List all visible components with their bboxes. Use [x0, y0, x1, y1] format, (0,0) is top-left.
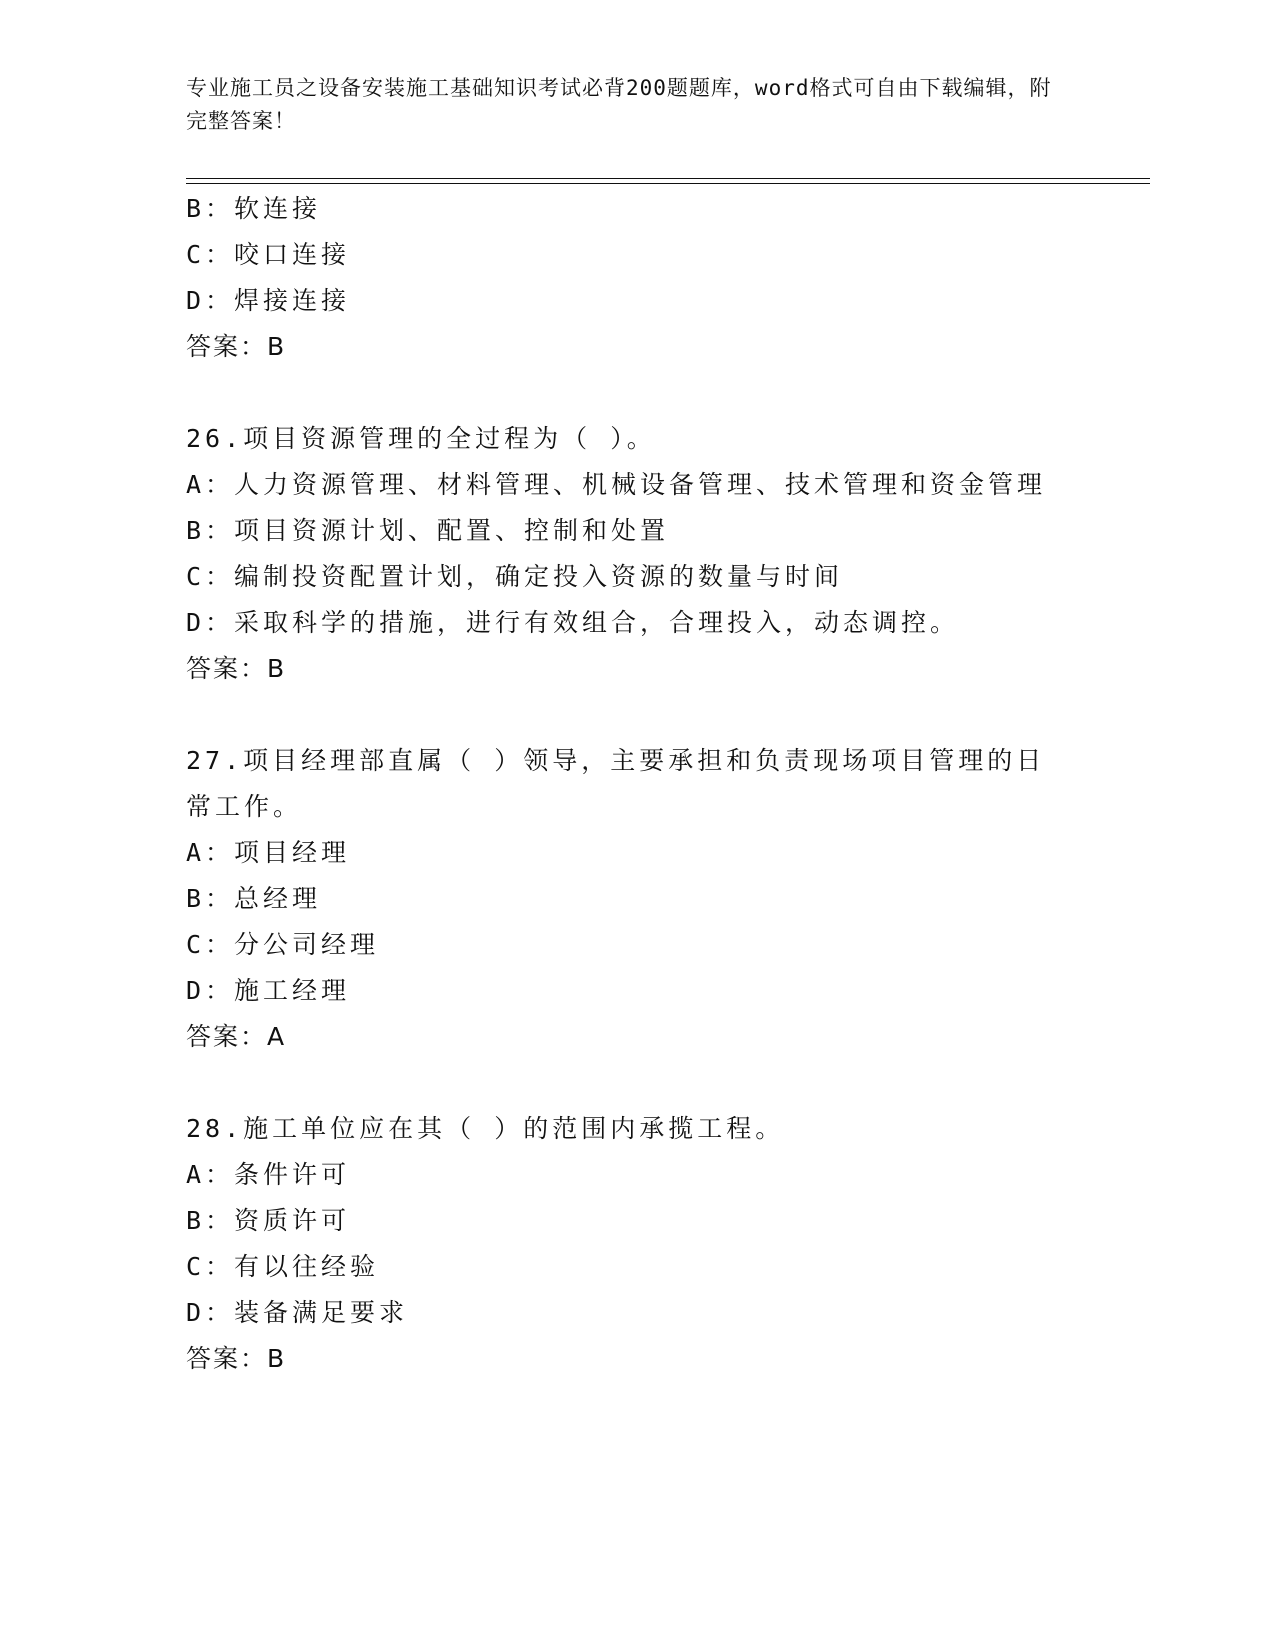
option-a: A：项目经理	[186, 838, 351, 867]
option-c: C：有以往经验	[186, 1252, 380, 1281]
question-stem: 26.项目资源管理的全过程为（ ）。	[186, 424, 656, 453]
option-d: D：焊接连接	[186, 286, 351, 315]
question-27	[186, 738, 1086, 1060]
spacer	[186, 692, 1086, 738]
answer: 答案：B	[186, 332, 287, 361]
option-c: C：分公司经理	[186, 930, 380, 959]
answer: 答案：B	[186, 1344, 287, 1373]
option-d: D：采取科学的措施，进行有效组合，合理投入，动态调控。	[186, 608, 960, 637]
question-26	[186, 416, 1086, 692]
question-list	[186, 186, 1086, 1382]
header-rule-top	[186, 178, 1150, 179]
option-b: B：资质许可	[186, 1206, 351, 1235]
header-rule-bottom	[186, 183, 1150, 184]
document-header: 专业施工员之设备安装施工基础知识考试必背200题题库，word格式可自由下载编辑，附完整答案！	[186, 76, 1052, 133]
answer: 答案：B	[186, 654, 287, 683]
option-c: C：咬口连接	[186, 240, 351, 269]
question-28	[186, 1106, 1086, 1382]
question-stem: 27.项目经理部直属（ ）领导，主要承担和负责现场项目管理的日常工作。	[186, 746, 1046, 821]
question-stem: 28.施工单位应在其（ ）的范围内承揽工程。	[186, 1114, 785, 1143]
option-a: A：条件许可	[186, 1160, 351, 1189]
option-d: D：施工经理	[186, 976, 351, 1005]
option-d: D：装备满足要求	[186, 1298, 409, 1327]
option-c: C：编制投资配置计划，确定投入资源的数量与时间	[186, 562, 844, 591]
spacer	[186, 1060, 1086, 1106]
option-b: B：总经理	[186, 884, 322, 913]
option-b: B：项目资源计划、配置、控制和处置	[186, 516, 670, 545]
option-a: A：人力资源管理、材料管理、机械设备管理、技术管理和资金管理	[186, 470, 1047, 499]
answer: 答案：A	[186, 1022, 287, 1051]
spacer	[186, 370, 1086, 416]
option-b: B：软连接	[186, 194, 322, 223]
question-25-continued	[186, 186, 1086, 370]
